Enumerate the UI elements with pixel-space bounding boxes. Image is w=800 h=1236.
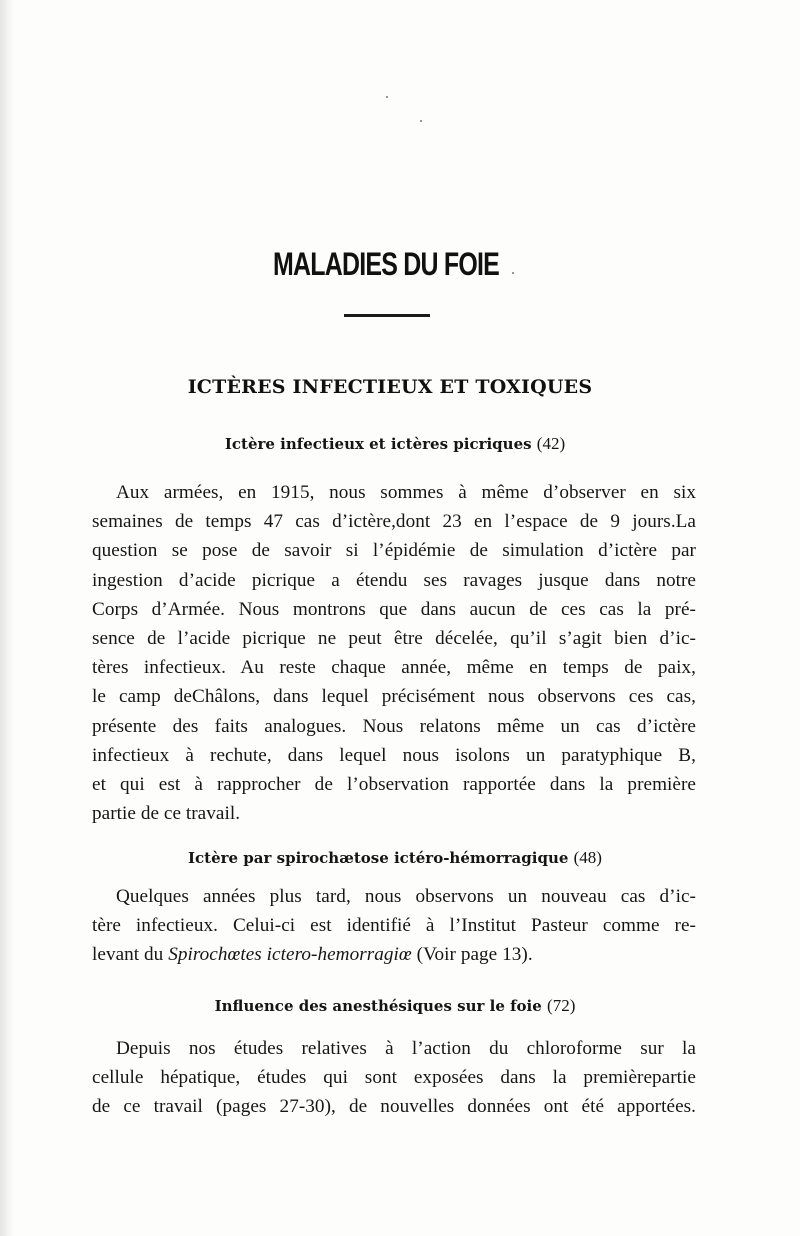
text-line: infectieux à rechute, dans lequel nous isolons un paratyphique B, [92, 744, 696, 766]
text-line: Depuis nos études relatives à l’action du chloroforme sur la [116, 1038, 696, 1059]
text-line-with-italic [92, 940, 696, 969]
italic-species-name: Spirochœtes ictero-hemorragiœ [168, 944, 412, 966]
text-line: et qui est à rapprocher de l’observation rapportée dans la première [92, 774, 696, 796]
scan-speck [386, 96, 388, 98]
text-line: partie de ce travail. [92, 803, 241, 825]
text-line: Quelques années plus tard, nous observons un nouveau cas d’ic- [116, 886, 696, 907]
text-line: cellule hépatique, études qui sont exposées dans la premièrepartie [92, 1067, 696, 1089]
subheading-text: Ictère infectieux et ictères picriques [224, 435, 532, 453]
text-line: Corps d’Armée. Nous montrons que dans aucun de ces cas la pré- [92, 598, 696, 620]
reference-number: (42) [536, 434, 566, 453]
scan-edge-shadow [0, 0, 14, 1236]
page-title: MALADIES DU FOIE [272, 246, 500, 282]
text-line: ingestion d’acide picrique a étendu ses ravages jusque dans notre [92, 569, 696, 591]
subheading-text: Influence des anesthésiques sur le foie [214, 997, 542, 1015]
scan-speck [420, 120, 422, 122]
text-fragment: levant du [92, 944, 164, 966]
paragraph-anesthesiques [92, 1034, 696, 1122]
reference-number: (72) [547, 996, 576, 1015]
subheading-anesthesiques [0, 996, 790, 1016]
text-line: sence de l’acide picrique ne peut être décelée, qu’il s’agit bien d’ic- [92, 628, 696, 650]
paragraph-icteres-picriques [92, 478, 696, 828]
subheading-text: Ictère par spirochætose ictéro-hémorragique [188, 849, 569, 867]
text-line: le camp deChâlons, dans lequel précisément nous observons ces cas, [92, 686, 696, 708]
text-line: question se pose de savoir si l’épidémie de simulation d’ictère par [92, 540, 696, 562]
text-line: de ce travail (pages 27-30), de nouvelles données ont été apportées. [92, 1096, 696, 1118]
text-line: semaines de temps 47 cas d’ictère,dont 23 en l’espace de 9 jours.La [92, 511, 696, 533]
section-title: ICTÈRES INFECTIEUX ET TOXIQUES [187, 376, 593, 398]
text-line: tère infectieux. Celui-ci est identifié à l’Institut Pasteur comme re- [92, 915, 696, 937]
text-line: Aux armées, en 1915, nous sommes à même d’observer en six [116, 482, 696, 503]
title-divider [344, 314, 430, 317]
text-fragment: (Voir page 13). [416, 944, 533, 966]
subheading-spirochaetose [0, 848, 790, 868]
subheading-icteres-picriques [0, 434, 790, 454]
reference-number: (48) [573, 848, 602, 867]
paragraph-spirochaetose [92, 882, 696, 970]
text-line: tères infectieux. Au reste chaque année, même en temps de paix, [92, 657, 696, 679]
text-line: présente des faits analogues. Nous relatons même un cas d’ictère [92, 715, 696, 737]
